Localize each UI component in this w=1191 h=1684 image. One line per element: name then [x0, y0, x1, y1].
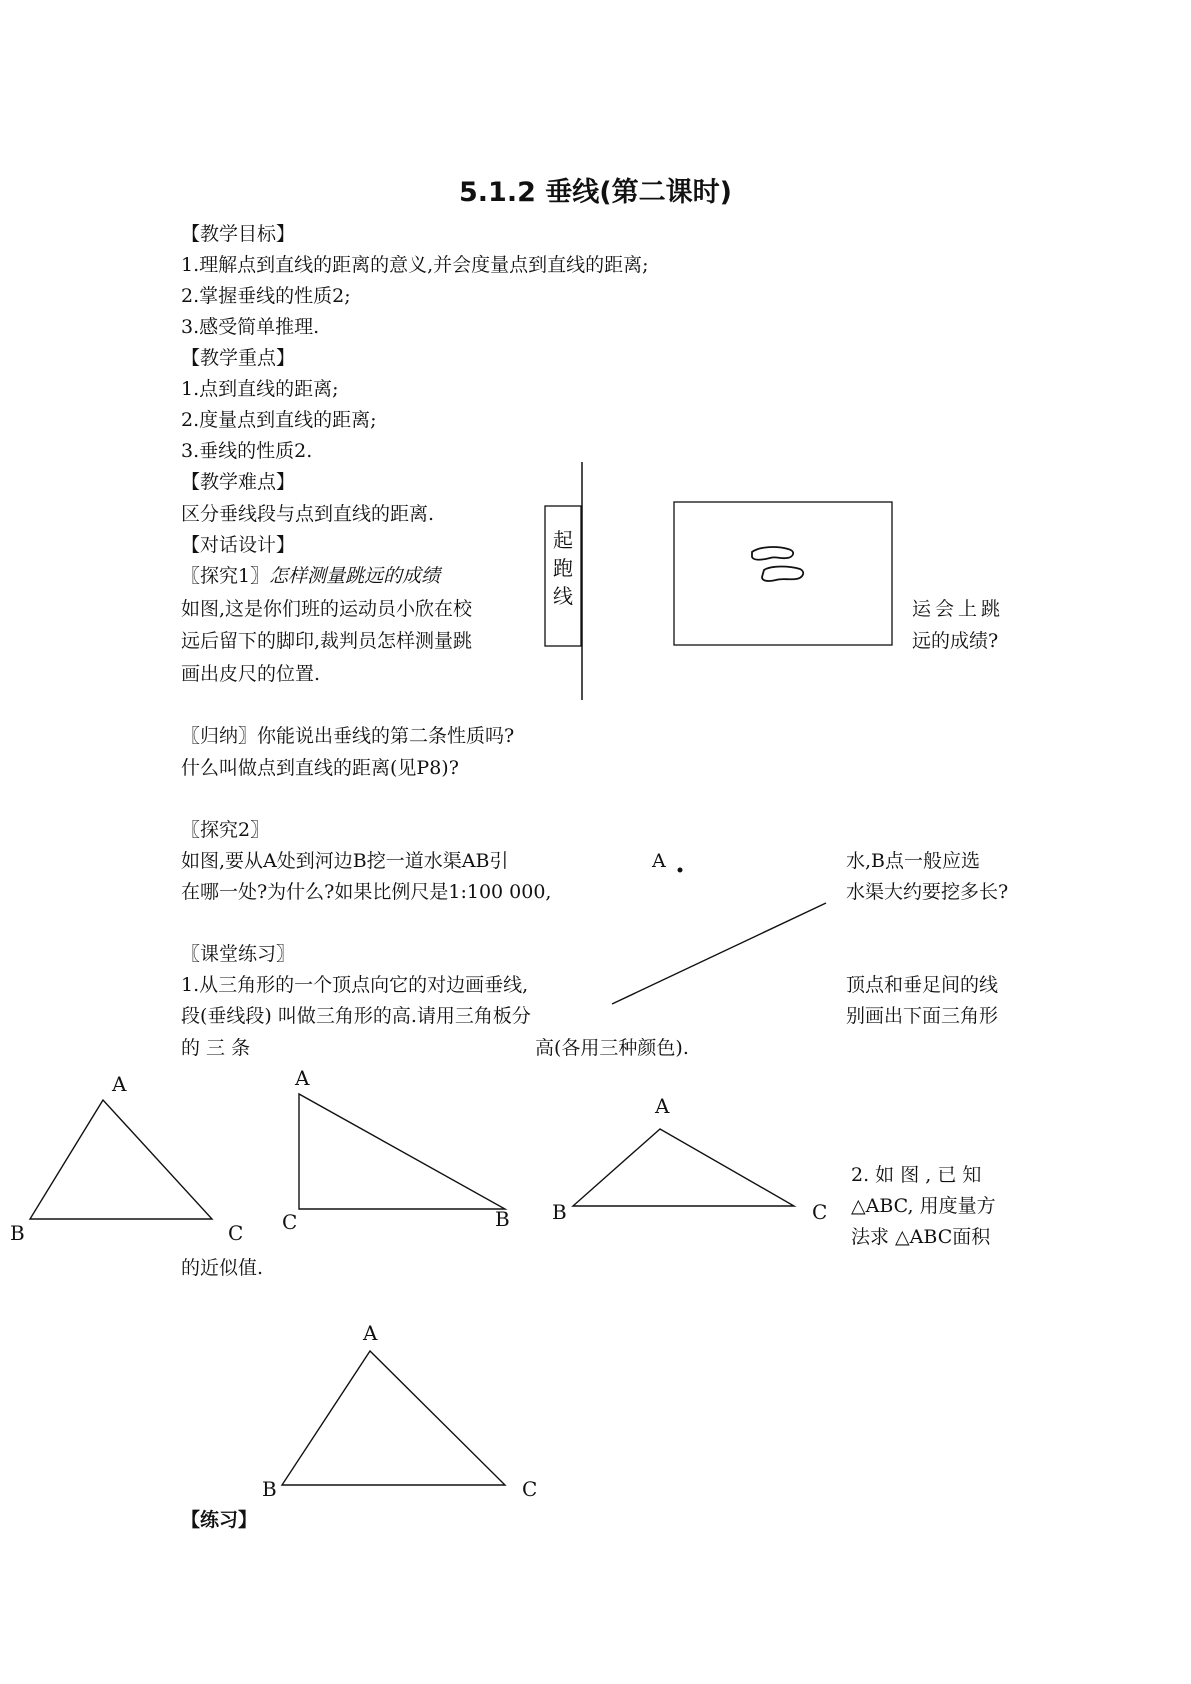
- triangle-4-label-c: C: [522, 1477, 538, 1501]
- practice-q2-right: 2. 如 图 , 已 知: [851, 1164, 982, 1186]
- practice-q1-line: 段(垂线段) 叫做三角形的高.请用三角板分: [181, 1005, 531, 1027]
- practice-q1-tail: 高(各用三种颜色).: [535, 1037, 689, 1059]
- practice-q2-tail: 的近似值.: [181, 1257, 264, 1279]
- keypoint-item: 2.度量点到直线的距离;: [181, 409, 377, 431]
- triangle-2-label-c: C: [282, 1210, 298, 1234]
- objective-item: 2.掌握垂线的性质2;: [181, 285, 351, 307]
- explore1-right: 远的成绩?: [912, 630, 999, 652]
- triangle-2-label-b: B: [495, 1207, 510, 1231]
- triangle-4: [282, 1351, 505, 1485]
- river-line: [612, 903, 826, 1004]
- practice-q2-right: △ABC, 用度量方: [851, 1195, 996, 1217]
- triangle-3-label-c: C: [812, 1200, 828, 1224]
- difficulty-heading: 【教学难点】: [181, 471, 296, 493]
- explore2-line: 在哪一处?为什么?如果比例尺是1:100 000,: [181, 881, 552, 903]
- practice-q1-right: 别画出下面三角形: [846, 1005, 999, 1027]
- triangle-1-label-b: B: [10, 1221, 25, 1245]
- triangle-3: [573, 1129, 794, 1206]
- difficulty-text: 区分垂线段与点到直线的距离.: [181, 503, 435, 525]
- dialogue-heading: 【对话设计】: [181, 534, 296, 556]
- practice-q1-line: 的 三 条: [181, 1037, 251, 1059]
- explore2-right: 水渠大约要挖多长?: [846, 881, 1009, 903]
- induction-line: 什么叫做点到直线的距离(见P8)?: [181, 757, 459, 779]
- point-a-label: A: [652, 850, 666, 872]
- triangle-1-label-c: C: [228, 1221, 244, 1245]
- objectives-heading: 【教学目标】: [181, 223, 296, 245]
- triangle-3-label-a: A: [655, 1094, 670, 1118]
- explore1-line: 画出皮尺的位置.: [181, 663, 321, 685]
- practice-q1-right: 顶点和垂足间的线: [846, 974, 999, 996]
- triangle-4-label-b: B: [262, 1477, 277, 1501]
- explore1-line: 远后留下的脚印,裁判员怎样测量跳: [181, 630, 473, 652]
- triangle-1: [30, 1100, 212, 1219]
- practice-heading: 〖课堂练习〗: [181, 943, 296, 965]
- triangle-3-label-b: B: [552, 1200, 567, 1224]
- practice-q2-right: 法求 △ABC面积: [851, 1226, 991, 1248]
- triangle-2: [299, 1094, 505, 1209]
- page-title: 5.1.2 垂线(第二课时): [459, 177, 732, 208]
- triangle-4-label-a: A: [363, 1321, 378, 1345]
- explore1-title: 怎样测量跳远的成绩: [269, 565, 441, 587]
- explore1-right: 运会上跳: [912, 598, 1005, 620]
- objective-item: 1.理解点到直线的距离的意义,并会度量点到直线的距离;: [181, 254, 649, 276]
- practice-q1-line: 1.从三角形的一个顶点向它的对边画垂线,: [181, 974, 529, 996]
- point-a-dot: [678, 868, 683, 873]
- keypoints-heading: 【教学重点】: [181, 347, 296, 369]
- triangle-1-label-a: A: [112, 1072, 127, 1096]
- triangle-2-label-a: A: [295, 1066, 310, 1090]
- explore1-line: 如图,这是你们班的运动员小欣在校: [181, 598, 473, 620]
- exercise-heading: 【练习】: [181, 1509, 258, 1531]
- explore2-line: 如图,要从A处到河边B挖一道水渠AB引: [181, 850, 509, 872]
- explore1-label: 〖探究1〗: [181, 565, 270, 587]
- start-line-label: 起 跑 线: [553, 528, 573, 608]
- keypoint-item: 3.垂线的性质2.: [181, 440, 313, 462]
- explore2-label: 〖探究2〗: [181, 819, 270, 841]
- keypoint-item: 1.点到直线的距离;: [181, 378, 339, 400]
- explore2-right: 水,B点一般应选: [846, 850, 981, 872]
- objective-item: 3.感受简单推理.: [181, 316, 320, 338]
- induction-line: 〖归纳〗你能说出垂线的第二条性质吗?: [181, 725, 515, 747]
